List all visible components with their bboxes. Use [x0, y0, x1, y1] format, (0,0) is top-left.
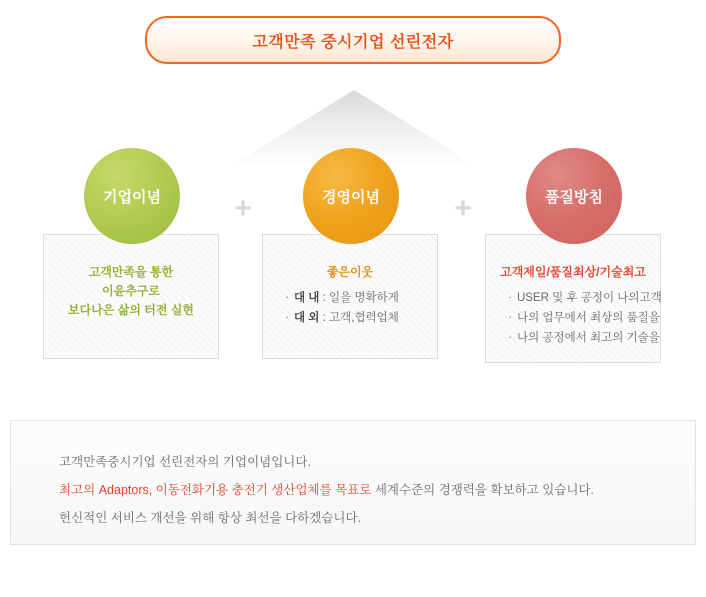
headline-text: 고객만족 중시기업 선린전자: [252, 33, 454, 51]
management-item-0-label: 대 내: [294, 292, 320, 304]
management-heading: 좋은이웃: [326, 265, 374, 279]
headline-banner: [145, 16, 561, 64]
management-item-1-label: 대 외: [294, 312, 320, 324]
management-list: [273, 288, 427, 328]
list-item: [508, 288, 662, 308]
circle-label-quality: 품질방침: [526, 148, 622, 244]
quality-item-1-text: 나의 업무에서 최상의 품질을: [517, 312, 660, 324]
concept-columns: [0, 148, 706, 378]
description-highlight: 최고의 Adaptors, 이동전화기용 충전기 생산업체를 목표로: [59, 483, 372, 497]
management-item-0-text: : 일을 명확하게: [319, 292, 399, 304]
list-item: [285, 308, 427, 328]
corporate-line-3: 보다나은 삶의 터전 실현: [68, 303, 194, 317]
list-item: [285, 288, 427, 308]
description-box: [10, 420, 696, 545]
corporate-line-2: 이윤추구로: [102, 284, 160, 298]
quality-item-2-text: 나의 공정에서 최고의 기술을: [517, 332, 660, 344]
plus-operator-2: +: [454, 192, 472, 225]
panel-quality: [485, 234, 661, 363]
panel-management: [262, 234, 438, 359]
panel-corporate: [43, 234, 219, 359]
quality-item-0-text: USER 및 후 공정이 나의고객: [517, 292, 662, 304]
description-line-2-rest: 세계수준의 경쟁력을 확보하고 있습니다.: [371, 483, 595, 497]
description-line-2: [59, 479, 695, 501]
corporate-line-1: 고객만족을 통한: [88, 265, 174, 279]
quality-heading: 고객제일/품질최상/기술최고: [500, 265, 646, 279]
list-item: [508, 328, 660, 348]
quality-list: [496, 288, 662, 348]
plus-operator-1: +: [234, 192, 252, 225]
management-item-1-text: : 고객,협력업체: [319, 312, 399, 324]
description-line-1: 고객만족중시기업 선린전자의 기업이념입니다.: [59, 455, 311, 469]
banner-container: [0, 16, 706, 64]
circle-label-management: 경영이념: [303, 148, 399, 244]
list-item: [508, 308, 660, 328]
description-line-3: 헌신적인 서비스 개선을 위해 항상 최선을 다하겠습니다.: [59, 511, 362, 525]
circle-label-corporate: 기업이념: [84, 148, 180, 244]
